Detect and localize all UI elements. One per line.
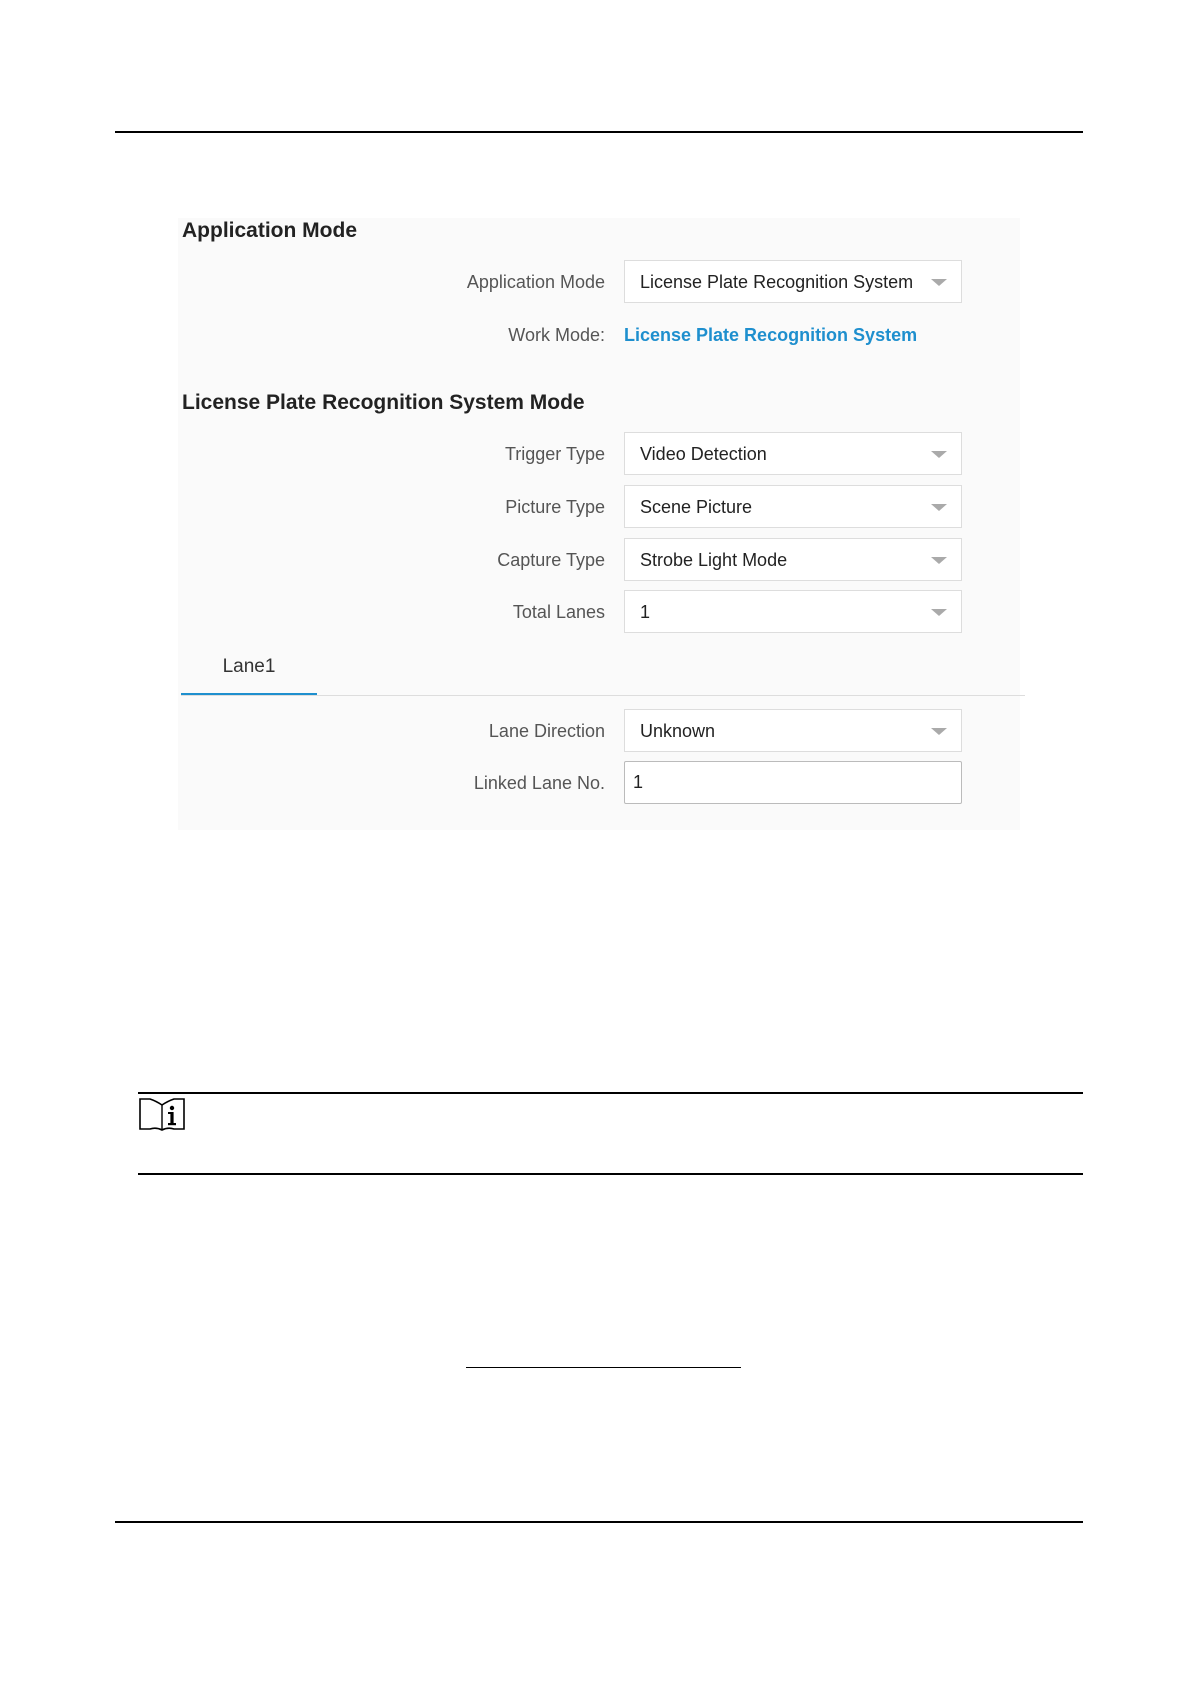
note-info-icon — [138, 1097, 186, 1131]
short-rule — [466, 1367, 741, 1368]
chevron-down-icon — [931, 504, 947, 511]
work-mode-label: Work Mode: — [508, 325, 605, 345]
chevron-down-icon — [931, 557, 947, 564]
chevron-down-icon — [931, 451, 947, 458]
footer-rule — [115, 1521, 1083, 1523]
work-mode-link[interactable]: License Plate Recognition System — [624, 325, 918, 345]
capture-type-value: Strobe Light Mode — [640, 550, 788, 570]
linked-lane-no-input[interactable] — [624, 761, 962, 804]
header-rule — [115, 131, 1083, 133]
note-bottom-rule — [138, 1173, 1083, 1175]
application-mode-label: Application Mode — [466, 272, 605, 292]
trigger-type-value: Video Detection — [640, 444, 767, 464]
chevron-down-icon — [931, 728, 947, 735]
section-title-application-mode: Application Mode — [182, 219, 357, 242]
application-mode-select[interactable] — [624, 260, 962, 303]
chevron-down-icon — [931, 609, 947, 616]
lane-direction-select[interactable] — [624, 709, 962, 752]
linked-lane-no-label: Linked Lane No. — [473, 773, 605, 793]
trigger-type-select[interactable] — [624, 432, 962, 475]
picture-type-value: Scene Picture — [640, 497, 753, 517]
total-lanes-label: Total Lanes — [512, 602, 605, 622]
tab-lane1[interactable]: Lane1 — [181, 648, 317, 696]
tab-divider — [181, 695, 1025, 696]
picture-type-select[interactable] — [624, 485, 962, 528]
picture-type-label: Picture Type — [505, 497, 605, 517]
capture-type-label: Capture Type — [497, 550, 605, 570]
application-mode-value: License Plate Recognition System — [640, 272, 914, 292]
section-title-lpr-mode: License Plate Recognition System Mode — [182, 391, 585, 414]
total-lanes-value: 1 — [640, 602, 651, 622]
lane-direction-value: Unknown — [640, 721, 716, 741]
chevron-down-icon — [931, 279, 947, 286]
note-top-rule — [138, 1092, 1083, 1094]
capture-type-select[interactable] — [624, 538, 962, 581]
total-lanes-select[interactable] — [624, 590, 962, 633]
lane-direction-label: Lane Direction — [488, 721, 605, 741]
trigger-type-label: Trigger Type — [504, 444, 605, 464]
